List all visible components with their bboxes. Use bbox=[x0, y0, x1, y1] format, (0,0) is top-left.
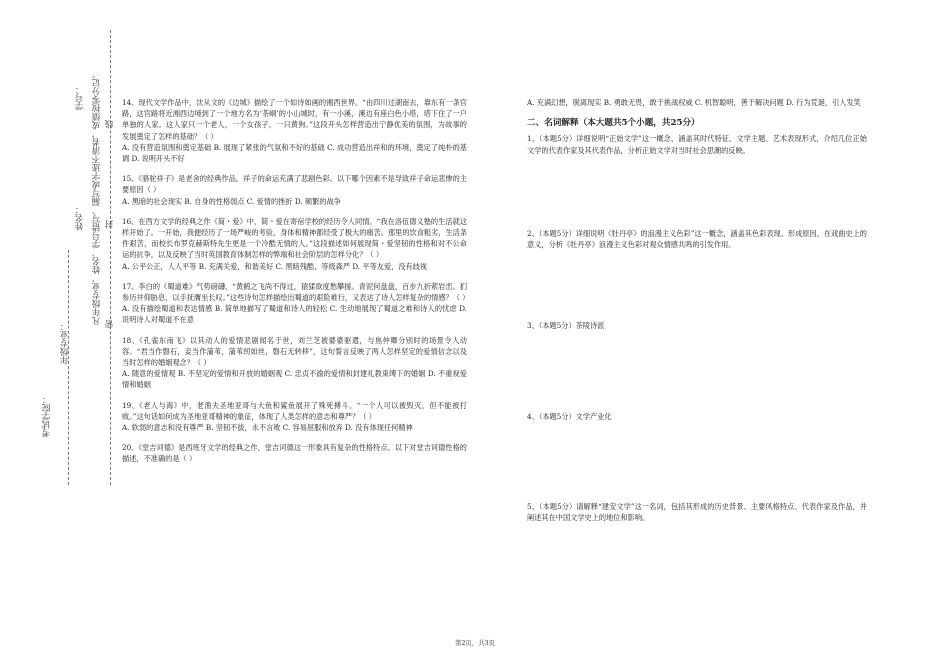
seal-char-feng: 封 bbox=[105, 220, 115, 229]
binding-dashed-line-inner bbox=[110, 30, 111, 485]
seal-char-mi: 密 bbox=[105, 320, 115, 329]
binding-student-id-label: 学号： bbox=[75, 85, 85, 111]
binding-dashed-line-outer bbox=[68, 250, 69, 485]
binding-notice: 凡年级专业、姓名、学号错写、漏写或字迹不清者，成绩按零分记。 bbox=[92, 70, 102, 325]
question-options: A. 随意的爱情观 B. 不坚定的爱情和开放的婚姻观 C. 忠贞不渝的爱情和封建礼教束缚下的婚姻 D. 不重视爱情和婚姻 bbox=[122, 369, 467, 390]
question-options: A. 黑暗的社会现实 B. 自身的性格弱点 C. 爱情的挫折 D. 频繁的战争 bbox=[122, 196, 341, 206]
term-question-1: 1、（本题5分）详细说明“正始文学”这一概念，涵盖其时代特征、文学主题、艺术表现形式，介绍几位正始文学的代表作家及其代表作品，分析正始文学对当时社会思潮的反映。 bbox=[527, 134, 867, 155]
question-stem: 14、现代文学作品中，沈从文的《边城》描绘了一个如诗如画的湘西世界。“由四川过湖南去，靠东有一条官路，这官路将近湘西边境到了一个地方名为‘茶峒’的小山城时，有一小溪，溪边有座白色小塔，塔下住了一户单独的人家。这人家只一个老人，一个女孩子，一只黄狗。”这段开头怎样营造出宁静优美的氛围，为故事的发展奠定了怎样的基础？（ ） bbox=[122, 98, 467, 141]
binding-exam-college-label: 考试学院： bbox=[42, 395, 52, 438]
section-two-title: 二、名词解释（本大题共5个小题，共25分） bbox=[527, 118, 700, 129]
question-options: A. 没有描绘蜀道和表达情感 B. 简单地描写了蜀道和诗人的轻松 C. 生动地展现了蜀道之难和诗人的忧虑 D. 说明诗人对蜀道不在意 bbox=[122, 304, 467, 325]
question-stem: 17、李白的《蜀道难》气势磅礴，“黄鹤之飞尚不得过，猿猱欲度愁攀援。青泥何盘盘，百步九折萦岩峦。扪参历井仰胁息，以手抚膺坐长叹。”这些诗句怎样描绘出蜀道的艰险难行，又表达了诗人怎样复杂的情感？（ ） bbox=[122, 281, 470, 303]
question-options: A. 没有营造氛围和奠定基础 B. 展现了紧张的气氛和不好的基础 C. 成功营造出祥和的环境，奠定了纯朴的基调 D. 说明开头不好 bbox=[122, 142, 467, 164]
right-column bbox=[527, 97, 867, 523]
left-column bbox=[122, 97, 470, 474]
question-options: A. 软弱的意志和没有尊严 B. 坚韧不拔，永不言败 C. 容易屈服和放弃 D. 没有体现任何精神 bbox=[122, 423, 413, 433]
question-15 bbox=[122, 173, 467, 207]
question-stem: 19、《老人与海》中，老渔夫圣地亚哥与大鱼和鲨鱼展开了殊死搏斗。“一个人可以被毁灭，但不能被打败。”这句话如何成为圣地亚哥精神的象征，体现了人类怎样的意志和尊严？（ ） bbox=[122, 400, 467, 421]
term-question-4: 4、（本题5分）文学产业化 bbox=[527, 412, 612, 422]
question-stem: 18、《孔雀东南飞》以其动人的爱情悲剧闻名于世，刘兰芝被婆婆驱遣，与焦仲卿分别时的场景令人动容。“君当作磐石，妾当作蒲苇，蒲苇纫如丝，磐石无转移”，这句誓言反映了两人怎样坚定的爱情信念以及当时怎样的婚姻观念？（ ） bbox=[122, 335, 467, 368]
question-17 bbox=[122, 281, 470, 326]
question-16 bbox=[122, 216, 467, 272]
question-20-options: A. 充满幻想，脱离现实 B. 勇敢无畏，敢于挑战权威 C. 机智聪明，善于解决问题 D. 行为荒诞，引人发笑 bbox=[527, 98, 861, 107]
binding-name-label: 姓名： bbox=[75, 205, 85, 231]
binding-strip bbox=[40, 20, 130, 490]
question-19 bbox=[122, 400, 467, 434]
question-20 bbox=[122, 442, 467, 464]
question-stem: 15、《骆驼祥子》是老舍的经典作品，祥子的命运充满了悲剧色彩。以下哪个因素不是导致祥子命运悲惨的主要原因（ ） bbox=[122, 174, 467, 195]
term-question-2: 2、（本题5分）详细说明《牡丹亭》的浪漫主义色彩”这一概念，涵盖其色彩表现、形成原因、在戏曲史上的意义，分析《牡丹亭》浪漫主义色彩对观众情感共鸣的引发作用。 bbox=[527, 228, 867, 250]
question-18 bbox=[122, 335, 467, 391]
question-options: A. 公平公正，人人平等 B. 充满关爱，和谐美好 C. 黑暗残酷，等级森严 D. 平等友爱，没有歧视 bbox=[122, 261, 428, 271]
question-stem: 20、《堂吉诃德》是西班牙文学的经典之作，堂吉诃德这一形象具有复杂的性格特点。以下对堂吉诃德性格的描述，不准确的是（ ） bbox=[122, 443, 467, 464]
page-footer: 第2页，共3页 bbox=[454, 639, 496, 647]
binding-grade-major-label: 年级专业： bbox=[60, 322, 70, 365]
term-question-5: 5、（本题5分）请解释“建安文学”这一名词，包括其形成的历史背景、主要风格特点、代表作家及作品，并阐述其在中国文学史上的地位和影响。 bbox=[527, 501, 867, 522]
question-stem: 16、在西方文学的经典之作《简・爱》中，简・爱在寄宿学校的经历令人同情。“我在洛伍德义塾的生活就这样开始了。一开始，我便经历了一场严峻的考验，身体和精神都经受了极大的痛苦。那里的饮食粗劣，生活条件艰苦，而校长布罗克赫斯特先生更是一个冷酷无情的人。”这段描述如何展现简・爱坚韧的性格和对不公命运的抗争，以及反映了当时英国教育体制怎样的弊端和社会阶层的怎样分化？（ ） bbox=[122, 216, 468, 260]
question-14 bbox=[122, 97, 467, 164]
seal-char-xian: 线 bbox=[105, 120, 115, 129]
term-question-3: 3、（本题5分）茶陵诗派 bbox=[527, 321, 605, 331]
